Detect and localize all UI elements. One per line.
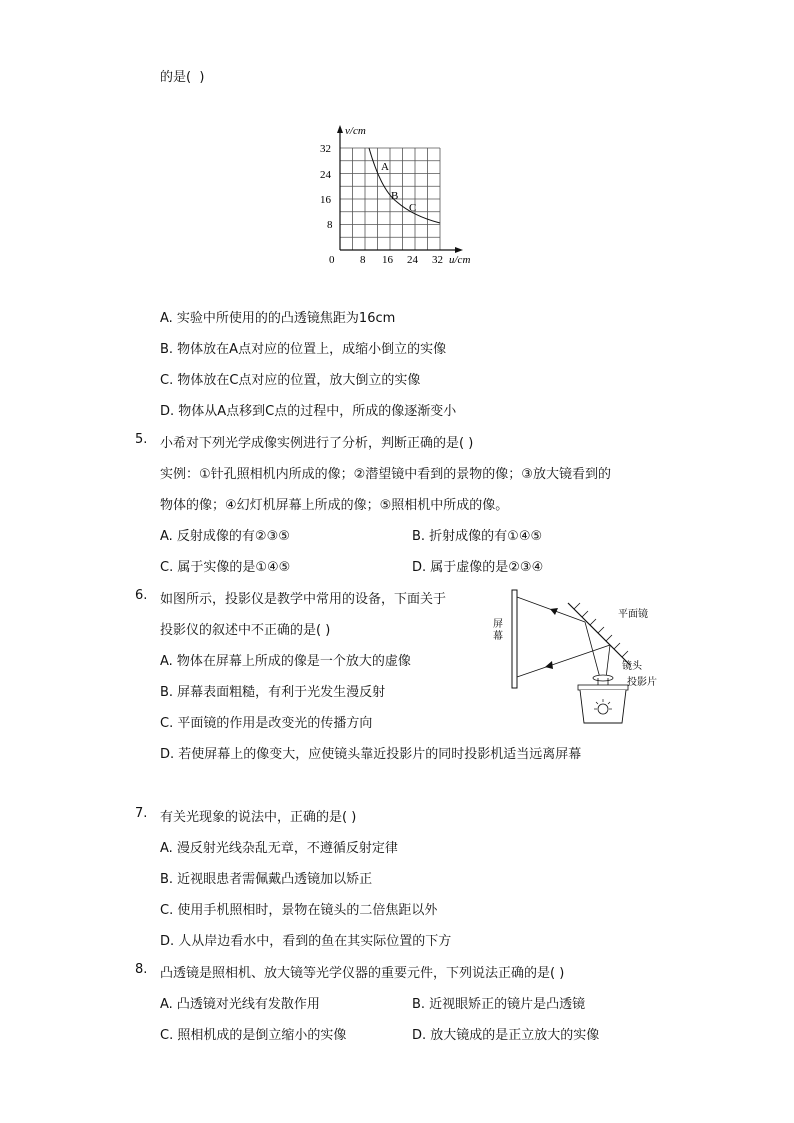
q7-option-a: A. 漫反射光线杂乱无章，不遵循反射定律	[160, 841, 398, 856]
q7-option-c: C. 使用手机照相时，景物在镜头的二倍焦距以外	[160, 903, 438, 918]
q5-example-line2: 物体的像；④幻灯机屏幕上所成的像；⑤照相机中所成的像。	[160, 498, 509, 513]
point-label-a: A	[381, 161, 389, 173]
q8-option-a: A. 凸透镜对光线有发散作用	[160, 997, 320, 1012]
y-tick: 8	[327, 219, 333, 231]
q8-stem: 凸透镜是照相机、放大镜等光学仪器的重要元件，下列说法正确的是( )	[160, 966, 565, 981]
point-label-c: C	[409, 202, 417, 214]
origin-label: 0	[329, 254, 335, 266]
q6-option-c: C. 平面镜的作用是改变光的传播方向	[160, 716, 373, 731]
y-tick: 32	[320, 143, 331, 155]
mirror-label: 平面镜	[618, 609, 648, 620]
q4-option-c: C. 物体放在C点对应的位置，放大倒立的实像	[160, 373, 421, 388]
screen-label: 幕	[493, 631, 503, 642]
q7-number: 7.	[135, 806, 148, 821]
q4-option-a: A. 实验中所使用的的凸透镜焦距为16cm	[160, 311, 396, 326]
q5-stem: 小希对下列光学成像实例进行了分析，判断正确的是( )	[160, 436, 474, 451]
slide-label: 投影片	[627, 677, 657, 688]
q5-option-a: A. 反射成像的有②③⑤	[160, 529, 290, 544]
q6-option-b: B. 屏幕表面粗糙，有利于光发生漫反射	[160, 685, 386, 700]
question-continuation: 的是( )	[160, 70, 205, 85]
q5-option-b: B. 折射成像的有①④⑤	[412, 529, 543, 544]
q8-number: 8.	[135, 962, 148, 977]
q5-number: 5.	[135, 432, 148, 447]
screen-label: 屏	[493, 619, 503, 630]
q6-option-d: D. 若使屏幕上的像变大，应使镜头靠近投影片的同时投影机适当远离屏幕	[160, 747, 582, 762]
y-tick: 16	[320, 194, 331, 206]
projector-diagram	[490, 585, 665, 725]
x-tick: 8	[360, 254, 366, 266]
q5-example-line1: 实例：①针孔照相机内所成的像；②潜望镜中看到的景物的像；③放大镜看到的	[160, 467, 611, 482]
q5-option-d: D. 属于虚像的是②③④	[412, 560, 544, 575]
q6-stem-line2: 投影仪的叙述中不正确的是( )	[160, 623, 331, 638]
q4-option-b: B. 物体放在A点对应的位置上，成缩小倒立的实像	[160, 342, 447, 357]
point-label-b: B	[391, 190, 399, 202]
x-tick: 32	[432, 254, 443, 266]
q6-stem-line1: 如图所示，投影仪是教学中常用的设备，下面关于	[160, 592, 447, 607]
q6-option-a: A. 物体在屏幕上所成的像是一个放大的虚像	[160, 654, 411, 669]
lens-label: 镜头	[622, 661, 642, 672]
q7-option-d: D. 人从岸边看水中，看到的鱼在其实际位置的下方	[160, 934, 452, 949]
q8-option-d: D. 放大镜成的是正立放大的实像	[412, 1028, 600, 1043]
u-v-graph	[305, 120, 505, 270]
x-axis-label: u/cm	[449, 254, 471, 266]
x-tick: 16	[382, 254, 393, 266]
q6-number: 6.	[135, 588, 148, 603]
y-tick: 24	[320, 169, 331, 181]
q7-option-b: B. 近视眼患者需佩戴凸透镜加以矫正	[160, 872, 373, 887]
q5-option-c: C. 属于实像的是①④⑤	[160, 560, 291, 575]
y-axis-label: v/cm	[345, 125, 366, 137]
q8-option-b: B. 近视眼矫正的镜片是凸透镜	[412, 997, 586, 1012]
q4-option-d: D. 物体从A点移到C点的过程中，所成的像逐渐变小	[160, 404, 457, 419]
q7-stem: 有关光现象的说法中，正确的是( )	[160, 810, 357, 825]
q8-option-c: C. 照相机成的是倒立缩小的实像	[160, 1028, 347, 1043]
x-tick: 24	[407, 254, 418, 266]
